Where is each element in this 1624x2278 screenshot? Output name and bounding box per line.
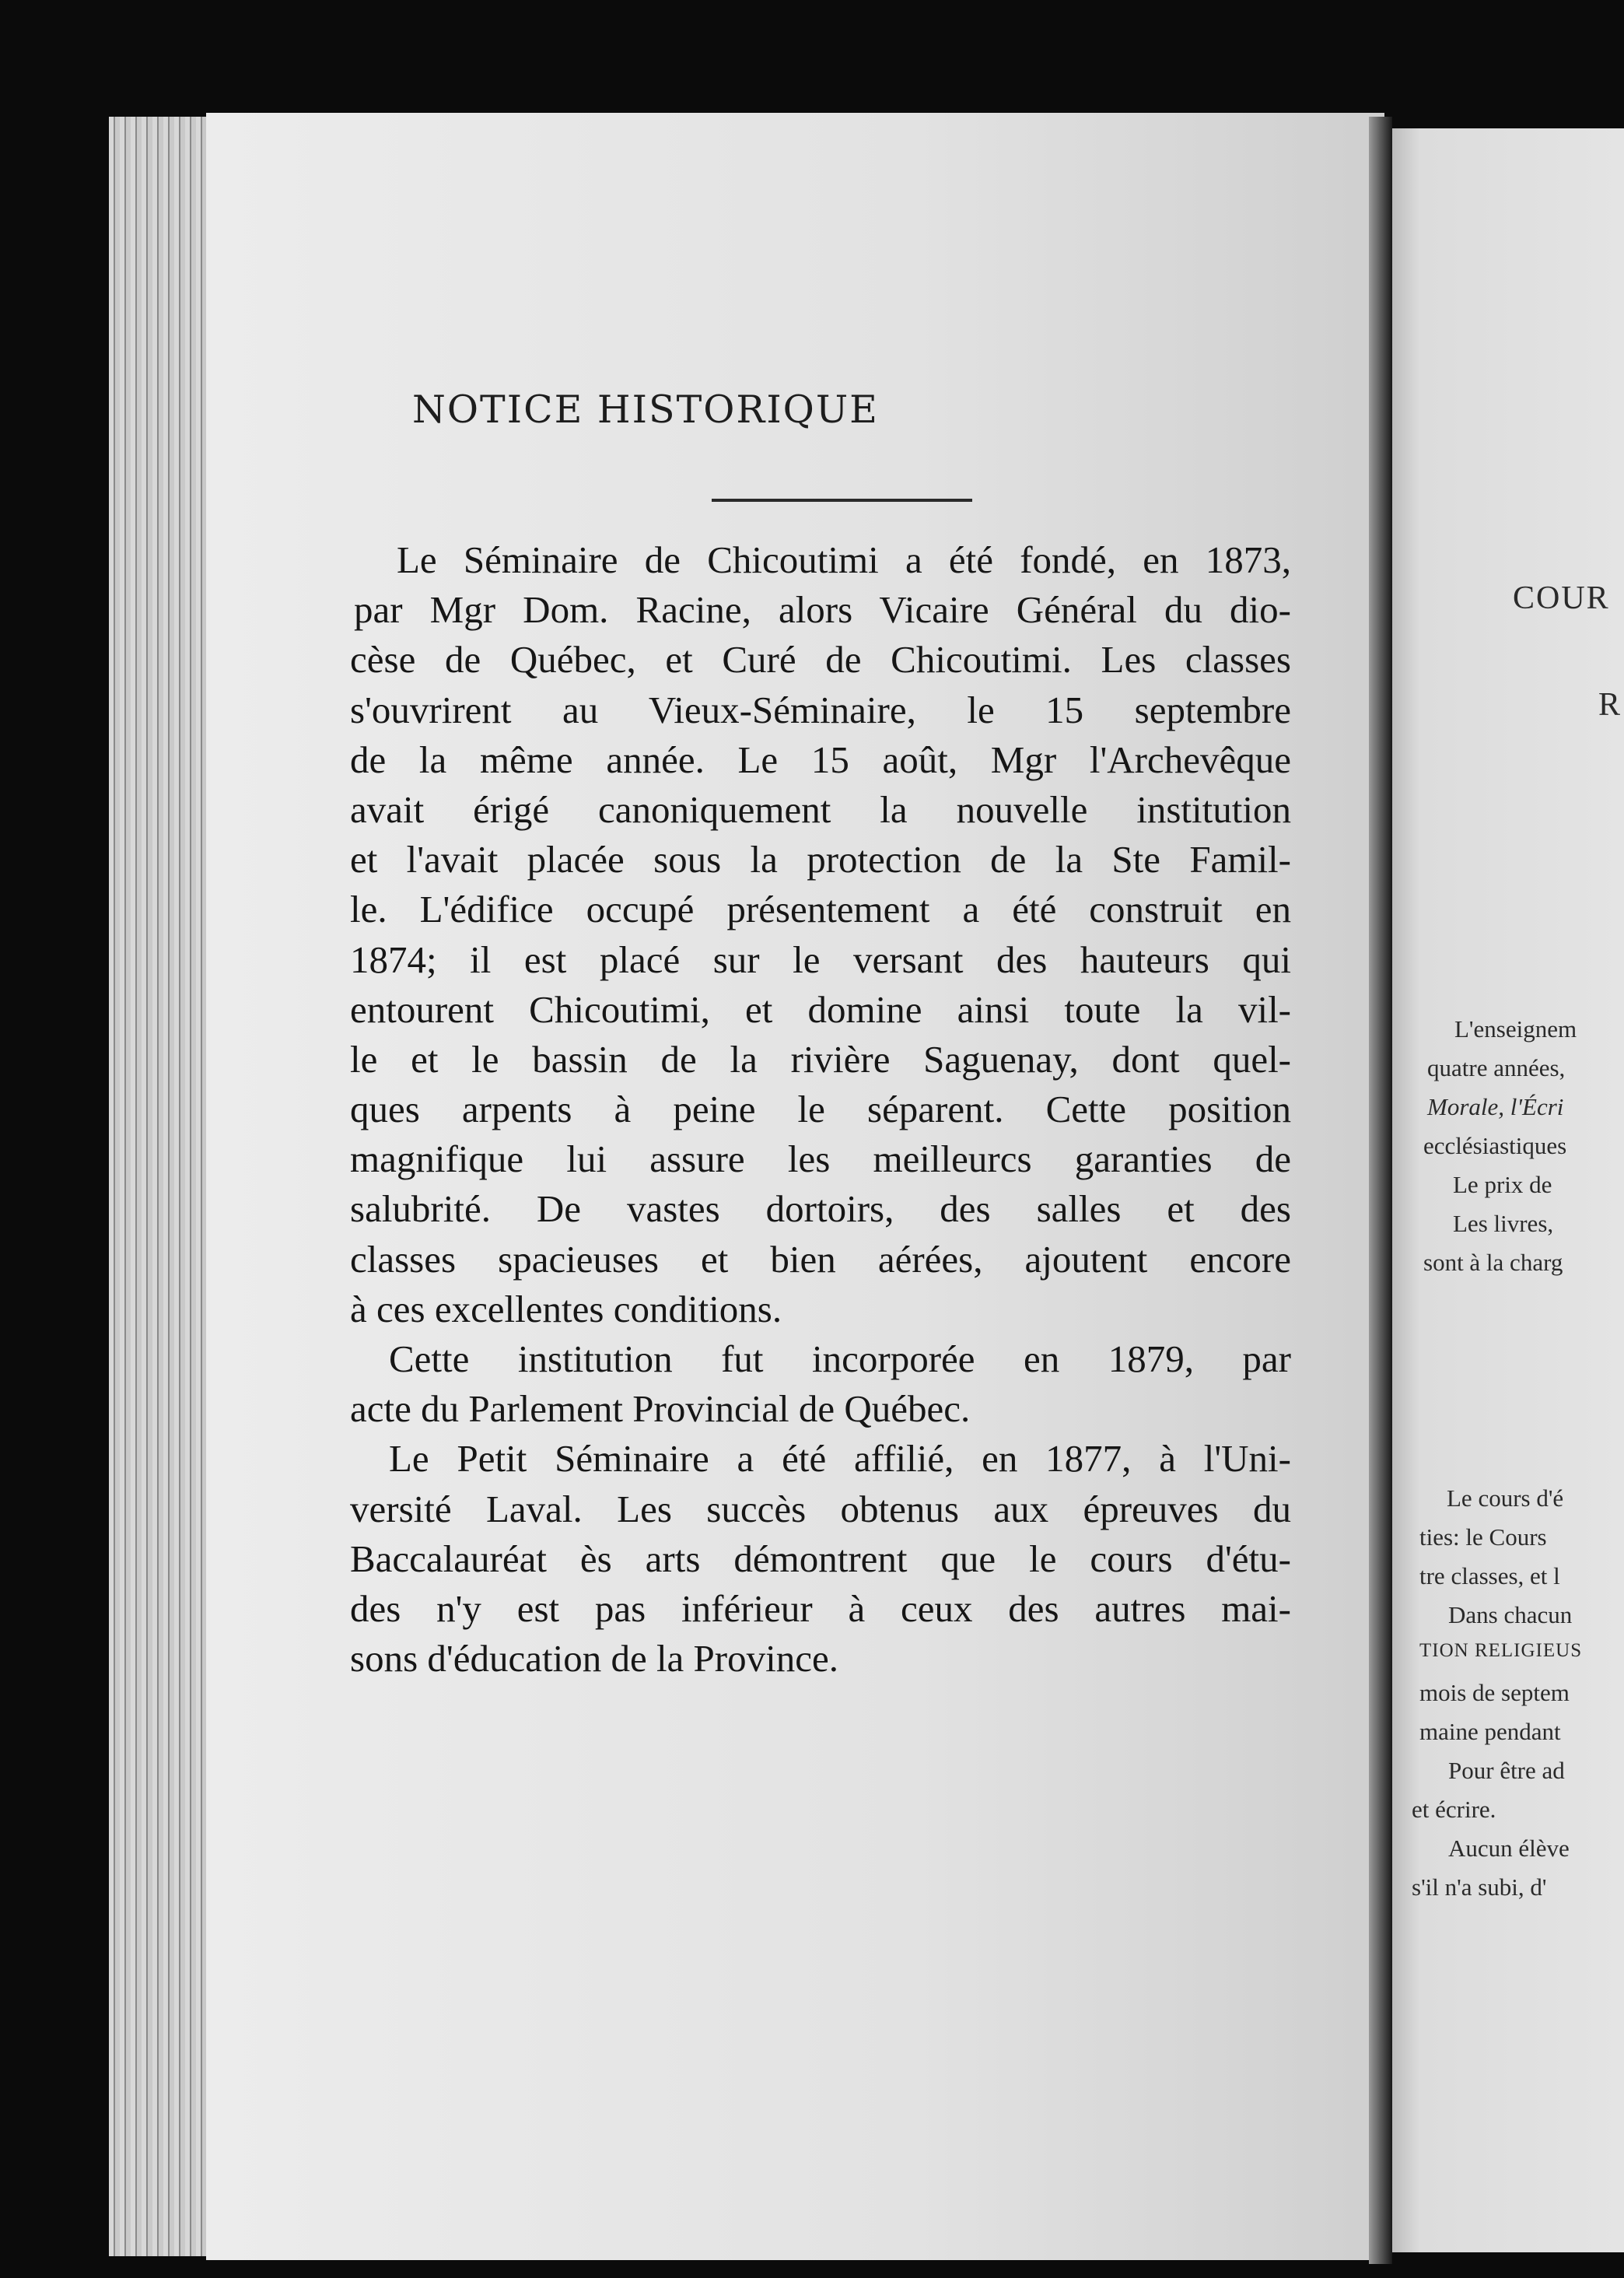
text-line: le et le bassin de la rivière Saguenay, dont quel- <box>350 1037 1291 1081</box>
text-line: ques arpents à peine le séparent. Cette position <box>350 1088 1291 1131</box>
text-line: magnifique lui assure les meilleurcs garanties de <box>350 1137 1291 1181</box>
right-subheading: R <box>1598 687 1621 723</box>
right-text-line: Aucun élève <box>1448 1835 1570 1862</box>
text-line: s'ouvrirent au Vieux-Séminaire, le 15 septembre <box>350 688 1291 731</box>
right-text-line: Le cours d'é <box>1447 1484 1564 1512</box>
text-line: par Mgr Dom. Racine, alors Vicaire Général du dio- <box>354 588 1291 632</box>
right-text-line: Le prix de <box>1453 1171 1552 1198</box>
right-text-line: Les livres, <box>1453 1210 1554 1237</box>
text-line: des n'y est pas inférieur à ceux des autres mai- <box>350 1586 1291 1630</box>
text-line: à ces excellentes conditions. <box>350 1287 782 1330</box>
right-text-line: Morale, l'Écri <box>1427 1093 1564 1120</box>
text-line: Le Petit Séminaire a été affilié, en 1877, à l'Uni- <box>389 1437 1291 1481</box>
page-title: NOTICE HISTORIQUE <box>412 387 879 432</box>
text-line: Baccalauréat ès arts démontrent que le cours d'étu- <box>350 1537 1291 1580</box>
right-heading: COUR <box>1513 580 1610 616</box>
right-text-line: Dans chacun <box>1448 1601 1573 1628</box>
text-line: Le Séminaire de Chicoutimi a été fondé, en 1873, <box>397 538 1291 581</box>
title-rule <box>712 499 972 502</box>
text-line: 1874; il est placé sur le versant des hauteurs qui <box>350 937 1291 981</box>
text-line: sons d'éducation de la Province. <box>350 1637 838 1680</box>
book-gutter <box>1369 117 1392 2264</box>
right-text-line: ecclésiastiques <box>1423 1132 1567 1159</box>
right-text-line: Pour être ad <box>1448 1757 1565 1784</box>
right-text-line: sont à la charg <box>1423 1249 1563 1276</box>
right-text-line: ties: le Cours <box>1419 1523 1547 1551</box>
text-line: entourent Chicoutimi, et domine ainsi toute la vil- <box>350 987 1291 1031</box>
right-text-line: maine pendant <box>1419 1718 1561 1745</box>
right-text-line: L'enseignem <box>1454 1015 1577 1043</box>
text-line: avait érigé canoniquement la nouvelle institution <box>350 787 1291 831</box>
text-line: de la même année. Le 15 août, Mgr l'Archevêque <box>350 738 1291 781</box>
text-line: le. L'édifice occupé présentement a été construit en <box>350 888 1291 931</box>
text-line: et l'avait placée sous la protection de la Ste Famil- <box>350 838 1291 881</box>
text-line: acte du Parlement Provincial de Québec. <box>350 1387 971 1431</box>
right-text-line: quatre années, <box>1427 1054 1566 1081</box>
right-text-line: et écrire. <box>1412 1796 1496 1823</box>
text-line: cèse de Québec, et Curé de Chicoutimi. Les classes <box>350 638 1291 682</box>
text-line: Cette institution fut incorporée en 1879, par <box>389 1337 1291 1380</box>
text-line: salubrité. De vastes dortoirs, des salles et des <box>350 1187 1291 1231</box>
right-text-line: mois de septem <box>1419 1679 1570 1706</box>
right-text-line: tre classes, et l <box>1419 1562 1560 1589</box>
notice-body <box>350 535 1291 1684</box>
right-text-line: TION RELIGIEUS <box>1419 1640 1583 1661</box>
page-stack-edges <box>109 117 210 2256</box>
right-text-line: s'il n'a subi, d' <box>1412 1873 1547 1901</box>
text-line: versité Laval. Les succès obtenus aux épreuves du <box>350 1487 1291 1530</box>
text-line: classes spacieuses et bien aérées, ajoutent encore <box>350 1237 1291 1281</box>
